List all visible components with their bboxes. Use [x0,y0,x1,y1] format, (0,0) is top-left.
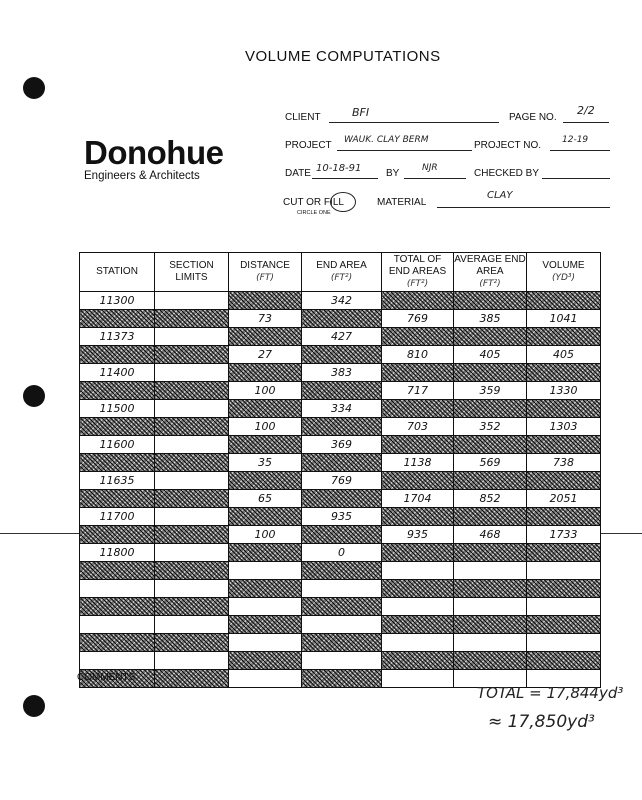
table-cell [454,436,527,454]
cell-value: 73 [255,312,275,325]
table-cell [454,580,527,598]
cell-value: 738 [550,456,577,469]
table-cell [302,526,382,544]
table-cell [454,616,527,634]
table-cell [229,652,302,670]
column-header-unit: (FT²) [406,279,429,289]
table-cell [382,418,454,436]
column-header-label: VOLUME [542,260,585,271]
table-cell [454,652,527,670]
cell-value: 100 [252,420,279,433]
table-cell [229,490,302,508]
table-cell [229,328,302,346]
cell-value: 1733 [547,528,581,541]
column-header [454,253,527,292]
table-cell [229,508,302,526]
table-cell [80,652,155,670]
cell-value: 769 [404,312,431,325]
table-cell [155,454,229,472]
table-cell [302,634,382,652]
table-cell [527,562,601,580]
table-cell [80,364,155,382]
cut-or-fill-sub: CIRCLE ONE [297,210,331,216]
table-cell [382,508,454,526]
table-cell [302,652,382,670]
date-label: DATE [285,168,311,179]
column-header-label: STATION [96,266,138,277]
table-cell [302,616,382,634]
table-cell [155,508,229,526]
cell-value: 11635 [97,474,138,487]
project-line [337,150,472,151]
total-volume: TOTAL = 17,844yd³ [477,684,624,702]
table-cell [382,490,454,508]
table-cell [382,364,454,382]
page-title: VOLUME COMPUTATIONS [245,48,441,65]
table-cell [155,364,229,382]
table-cell [155,328,229,346]
table-cell [302,364,382,382]
by-label: BY [386,168,400,179]
table-cell [155,544,229,562]
by-value: NJR [422,163,438,173]
comments-label: COMMENTS. [77,672,139,683]
table-cell [454,310,527,328]
checked-by-label: CHECKED BY [474,168,540,179]
cell-value: 383 [328,366,355,379]
table-cell [527,652,601,670]
table-cell [527,436,601,454]
table-cell [302,562,382,580]
table-cell [155,616,229,634]
table-cell [454,454,527,472]
table-cell [155,346,229,364]
table-cell [155,310,229,328]
material-value: CLAY [487,190,513,201]
cell-value: 11400 [97,366,138,379]
cell-value: 27 [255,348,275,361]
table-cell [454,418,527,436]
cell-value: 935 [328,510,355,523]
table-cell [155,436,229,454]
table-cell [229,382,302,400]
table-cell [527,580,601,598]
table-cell [229,634,302,652]
fold-line-right [600,533,642,534]
cell-value: 11373 [97,330,138,343]
table-cell [527,472,601,490]
table-cell [80,310,155,328]
cell-value: 1041 [547,312,581,325]
column-header [155,253,229,292]
table-cell [80,634,155,652]
cell-value: 405 [550,348,577,361]
page-no-label: PAGE NO. [509,112,557,123]
table-cell [302,670,382,688]
table-cell [155,652,229,670]
column-header [302,253,382,292]
table-cell [527,418,601,436]
volume-table [79,252,600,660]
table-cell [382,580,454,598]
column-header [382,253,454,292]
table-cell [80,292,155,310]
table-row [80,580,601,598]
table-cell [527,382,601,400]
cell-value: 427 [328,330,355,343]
table-cell [382,670,454,688]
column-header [527,253,601,292]
table-row [80,544,601,562]
fill-circle [330,192,356,212]
table-cell [382,454,454,472]
table-cell [229,418,302,436]
cell-value: 100 [252,384,279,397]
material-line [437,207,610,208]
table-cell [454,598,527,616]
table-cell [80,490,155,508]
cell-value: 717 [404,384,431,397]
table-cell [302,490,382,508]
table-cell [80,382,155,400]
table-cell [527,364,601,382]
table-cell [527,508,601,526]
cell-value: 1704 [401,492,435,505]
table-cell [302,508,382,526]
cell-value: 935 [404,528,431,541]
table-cell [382,436,454,454]
cell-value: 11500 [97,402,138,415]
table-cell [80,346,155,364]
table-row [80,328,601,346]
table-cell [454,544,527,562]
table-cell [155,580,229,598]
table-cell [527,292,601,310]
table-cell [382,382,454,400]
table-cell [454,472,527,490]
table-row [80,292,601,310]
date-line [312,178,378,179]
table-cell [80,436,155,454]
cut-or-fill-label: CUT OR FILL [283,197,344,208]
table-cell [229,310,302,328]
cell-value: 11600 [97,438,138,451]
table-cell [229,454,302,472]
table-cell [155,418,229,436]
cell-value: 769 [328,474,355,487]
table-cell [229,616,302,634]
table-row [80,508,601,526]
table-cell [80,526,155,544]
table-row [80,364,601,382]
table-cell [155,400,229,418]
table-cell [302,580,382,598]
project-no-line [550,150,610,151]
table-row [80,562,601,580]
page-no-value: 2/2 [577,104,595,117]
table-cell [527,346,601,364]
table-cell [454,364,527,382]
cell-value: 11300 [97,294,138,307]
table-cell [80,454,155,472]
table-cell [527,526,601,544]
cell-value: 468 [477,528,504,541]
table-row [80,400,601,418]
table-cell [382,346,454,364]
table-row [80,634,601,652]
client-label: CLIENT [285,112,321,123]
cell-value: 11700 [97,510,138,523]
table-cell [80,544,155,562]
cell-value: 2051 [547,492,581,505]
table-row [80,454,601,472]
project-label: PROJECT [285,140,332,151]
date-value: 10-18-91 [316,163,362,174]
client-value: BFI [352,106,370,119]
cell-value: 100 [252,528,279,541]
table-cell [382,544,454,562]
table-cell [229,400,302,418]
column-header-label: DISTANCE [240,260,290,271]
table-cell [302,328,382,346]
table-cell [80,328,155,346]
table-cell [155,598,229,616]
table-cell [229,598,302,616]
table-cell [302,310,382,328]
table-cell [229,580,302,598]
table-cell [229,436,302,454]
table-row [80,472,601,490]
cell-value: 65 [255,492,275,505]
cell-value: 852 [477,492,504,505]
table-cell [454,490,527,508]
table-cell [302,544,382,562]
cell-value: 405 [477,348,504,361]
company-subtitle: Engineers & Architects [84,170,200,182]
cell-value: 0 [335,546,348,559]
table-cell [80,472,155,490]
table-cell [382,472,454,490]
table-cell [527,598,601,616]
table-cell [382,310,454,328]
table-cell [155,670,229,688]
table-cell [80,598,155,616]
table-row [80,652,601,670]
table-cell [155,490,229,508]
table-cell [80,418,155,436]
binder-hole-2 [23,385,45,407]
table-cell [382,328,454,346]
table-header-row [80,253,601,292]
approx-volume: ≈ 17,850yd³ [488,712,595,732]
cell-value: 11800 [97,546,138,559]
fold-line-left [0,533,79,534]
cell-value: 1330 [547,384,581,397]
table-cell [527,544,601,562]
table-row [80,616,601,634]
table-cell [155,562,229,580]
cell-value: 810 [404,348,431,361]
material-label: MATERIAL [377,197,427,208]
table-cell [302,436,382,454]
table-cell [302,454,382,472]
table-cell [527,310,601,328]
table-cell [382,292,454,310]
column-header-label: SECTION LIMITS [169,260,214,283]
table-cell [80,562,155,580]
cell-value: 369 [328,438,355,451]
table-cell [80,616,155,634]
table-cell [382,562,454,580]
table-cell [382,526,454,544]
table-cell [302,598,382,616]
column-header-label: TOTAL OF END AREAS [388,254,447,277]
column-header-unit: (YD³) [551,273,576,283]
table-row [80,436,601,454]
company-logo: Donohue [84,134,224,171]
table-cell [454,562,527,580]
table-cell [229,670,302,688]
table-row [80,490,601,508]
project-value: WAUK. CLAY BERM [344,135,429,145]
table-cell [454,508,527,526]
table-cell [454,328,527,346]
checked-by-line [542,178,610,179]
cell-value: 35 [255,456,275,469]
table-cell [229,346,302,364]
table-row [80,382,601,400]
table-cell [454,346,527,364]
table-cell [229,364,302,382]
table-cell [382,634,454,652]
table-cell [80,580,155,598]
binder-hole-3 [23,695,45,717]
table-cell [454,400,527,418]
column-header-label: END AREA [316,260,367,271]
cell-value: 703 [404,420,431,433]
table-cell [454,382,527,400]
cell-value: 1138 [401,456,435,469]
cell-value: 334 [328,402,355,415]
table-cell [229,526,302,544]
by-line [404,178,466,179]
table-cell [527,616,601,634]
table-cell [302,382,382,400]
column-header [229,253,302,292]
table-cell [454,526,527,544]
client-line [329,122,499,123]
table-cell [527,454,601,472]
table-cell [302,346,382,364]
table-cell [527,400,601,418]
cell-value: 342 [328,294,355,307]
table-cell [302,292,382,310]
column-header-unit: (FT²) [479,279,501,289]
table-row [80,418,601,436]
table-cell [155,382,229,400]
table-cell [527,634,601,652]
table-cell [527,328,601,346]
table-cell [229,544,302,562]
table-cell [229,472,302,490]
cell-value: 352 [477,420,504,433]
table-cell [80,400,155,418]
column-header [80,253,155,292]
cell-value: 359 [477,384,504,397]
table-row [80,526,601,544]
table-row [80,346,601,364]
table-cell [527,490,601,508]
table-cell [155,292,229,310]
cell-value: 1303 [547,420,581,433]
table-cell [382,400,454,418]
table-cell [302,472,382,490]
table-cell [382,652,454,670]
table-cell [382,598,454,616]
table-cell [229,562,302,580]
cell-value: 569 [477,456,504,469]
table-row [80,598,601,616]
table-row [80,310,601,328]
table-cell [155,634,229,652]
column-header-label: AVERAGE END AREA [454,254,526,277]
column-header-unit: (FT) [256,273,274,283]
project-no-value: 12-19 [562,135,589,145]
table-cell [155,472,229,490]
table-cell [302,400,382,418]
table-cell [454,292,527,310]
project-no-label: PROJECT NO. [474,140,542,151]
table-cell [80,508,155,526]
page-no-line [563,122,609,123]
table-cell [155,526,229,544]
column-header-unit: (FT²) [330,273,353,283]
table-cell [302,418,382,436]
cell-value: 385 [477,312,504,325]
binder-hole-1 [23,77,45,99]
table-cell [454,634,527,652]
table-cell [382,616,454,634]
table-cell [229,292,302,310]
